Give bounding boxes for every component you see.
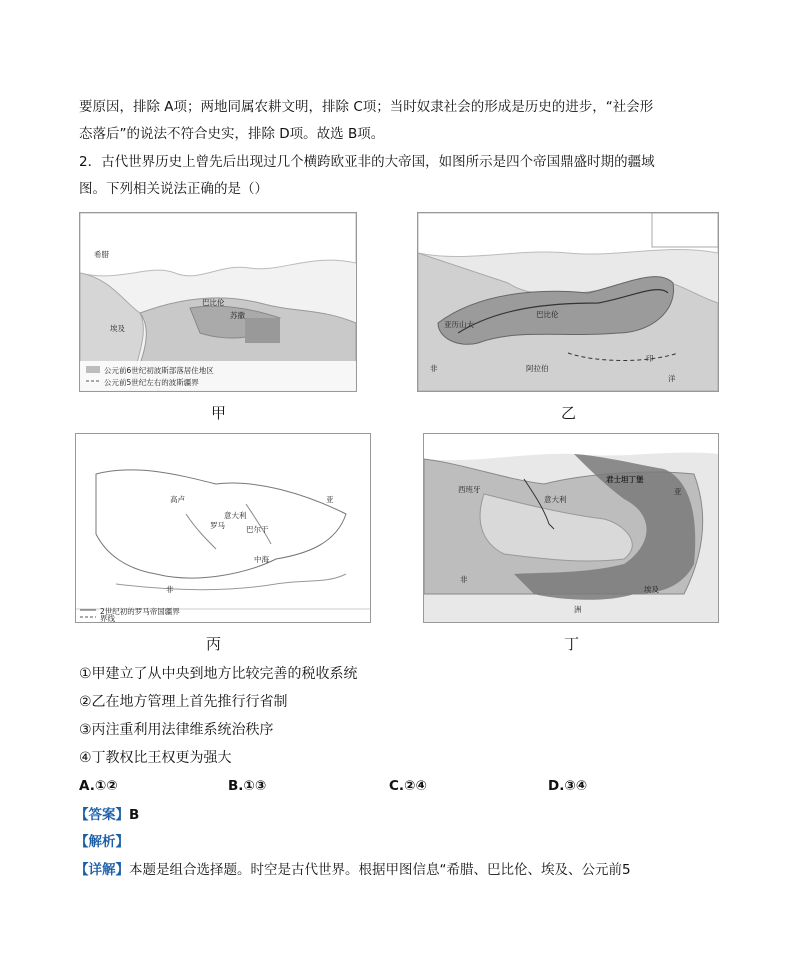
- label-babylon: 巴比伦: [202, 298, 225, 307]
- map-yi-drawing: [418, 213, 718, 391]
- analysis-label: 【解析】: [75, 834, 129, 850]
- statement-1: ①甲建立了从中央到地方比较完善的税收系统: [79, 666, 358, 682]
- label-africa-ding: 非: [460, 575, 468, 584]
- map-caption-ding: 丁: [564, 635, 580, 653]
- statement-4: ④丁教权比王权更为强大: [79, 750, 232, 766]
- label-egypt: 埃及: [110, 324, 125, 333]
- text-line-2: 态落后”的说法不符合史实，排除 D项。故选 B项。: [79, 126, 385, 142]
- label-constantinople: 君士坦丁堡: [606, 475, 644, 484]
- label-alexandria: 亚历山大: [444, 320, 474, 329]
- map-caption-yi: 乙: [561, 404, 577, 422]
- map-ding: [423, 433, 719, 623]
- option-a[interactable]: A.①②: [79, 778, 118, 794]
- label-india: 印: [646, 354, 654, 363]
- answer-value: B: [129, 807, 140, 823]
- label-sea-ding: 洲: [574, 605, 582, 614]
- label-asia-ding: 亚: [674, 487, 682, 496]
- label-babylon-yi: 巴比伦: [536, 310, 559, 319]
- label-italy-ding: 意大利: [544, 495, 567, 504]
- label-italy-bing: 意大利: [224, 511, 247, 520]
- label-egypt-ding: 埃及: [644, 585, 659, 594]
- text-line-1: 要原因，排除 A项；两地同属农耕文明，排除 C项；当时奴隶社会的形成是历史的进步，“社会形: [79, 99, 654, 115]
- detail-text: 本题是组合选择题。时空是古代世界。根据甲图信息“希腊、巴比伦、埃及、公元前5: [129, 862, 631, 878]
- map-caption-jia: 甲: [211, 404, 227, 422]
- label-gaul: 高卢: [170, 495, 185, 504]
- map-jia: [79, 212, 357, 392]
- label-spain: 西班牙: [458, 485, 481, 494]
- legend-boundary: 界线: [100, 614, 115, 623]
- legend-persian-border: 公元前5世纪左右的波斯疆界: [104, 378, 199, 387]
- label-susa: 苏撒: [230, 311, 245, 320]
- legend-roman-border: 2世纪初的罗马帝国疆界: [100, 607, 180, 616]
- detail-label: 【详解】: [75, 862, 129, 878]
- map-bing: [75, 433, 371, 623]
- option-d[interactable]: D.③④: [548, 778, 588, 794]
- question-line-2: 图。下列相关说法正确的是（）: [79, 181, 268, 197]
- detail-line: [75, 861, 631, 879]
- label-arabia: 阿拉伯: [526, 364, 549, 373]
- option-b[interactable]: B.①③: [228, 778, 267, 794]
- label-asia-bing: 亚: [326, 495, 334, 504]
- label-mare: 中海: [254, 555, 269, 564]
- label-greece: 希腊: [94, 250, 109, 259]
- answer-label: 【答案】: [75, 807, 129, 823]
- statement-2: ②乙在地方管理上首先推行行省制: [79, 694, 288, 710]
- option-c[interactable]: C.②④: [389, 778, 427, 794]
- label-rome: 罗马: [210, 521, 225, 530]
- map-ding-drawing: [424, 434, 718, 622]
- map-caption-bing: 丙: [206, 635, 222, 653]
- label-africa-bing: 非: [166, 585, 174, 594]
- question-line-1: 2．古代世界历史上曾先后出现过几个横跨欧亚非的大帝国，如图所示是四个帝国鼎盛时期的疆域: [79, 154, 655, 170]
- label-balkan: 巴尔干: [246, 525, 269, 534]
- map-yi: [417, 212, 719, 392]
- statement-3: ③丙注重利用法律维系统治秩序: [79, 722, 274, 738]
- analysis-line: [75, 833, 129, 851]
- label-africa-yi: 非: [430, 364, 438, 373]
- answer-line: [75, 806, 139, 824]
- legend-persian-settlement: 公元前6世纪初波斯部落居住地区: [104, 366, 214, 375]
- label-ocean: 洋: [668, 374, 676, 383]
